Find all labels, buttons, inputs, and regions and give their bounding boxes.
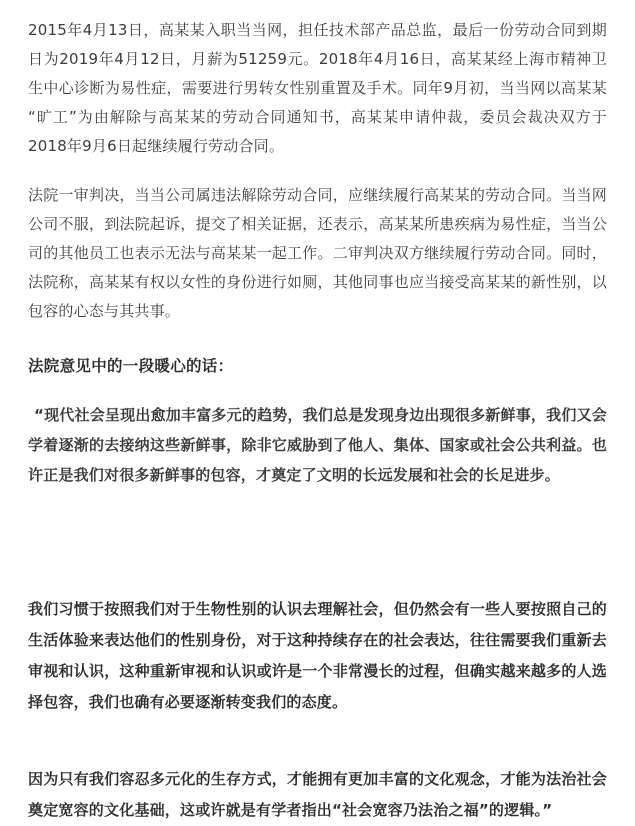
spacer-after-heading [28, 380, 607, 400]
blockquote-court-opinion: “现代社会呈现出愈加丰富多元的趋势，我们总是发现身边出现很多新鲜事，我们又会学着逐渐的去接纳这些新鲜事，除非它威胁到了他人、集体、国家或社会公共利益。也许正是我们对很多新鲜事的包容，才奠定了文明的长远发展和社会的长足进步。 [28, 406, 607, 484]
spacer-before-final-paragraph [28, 718, 607, 764]
spacer-large-blank-region [28, 490, 607, 594]
paragraph-commentary-one: 我们习惯于按照我们对于生物性别的认识去理解社会，但仍然会有一些人要按照自己的生活体验来表达他们的性别身份，对于这种持续存在的社会表达，往往需要我们重新去审视和认识，这种重新审视和认识或许是一个非常漫长的过程，但确实越来越多的人选择包容，我们也确有必要逐渐转变我们的态度。 [28, 600, 607, 711]
paragraph-case-background: 2015年4月13日，高某某入职当当网，担任技术部产品总监，最后一份劳动合同到期日为2019年4月12日，月薪为51259元。2018年4月16日，高某某经上海市精神卫生中心诊断为易性症，需要进行男转女性别重置及手术。同年9月初，当当网以高某某“旷工”为由解除与高某某的劳动合同通知书，高某某申请仲裁，委员会裁决双方于2018年9月6日起继续履行劳动合同。 [28, 21, 607, 155]
spacer-before-heading [28, 326, 607, 352]
paragraph-commentary-two: 因为只有我们容忍多元化的生存方式，才能拥有更加丰富的文化观念，才能为法治社会奠定宽容的文化基础，这或许就是有学者指出“社会宽容乃法治之福”的逻辑。” [28, 770, 607, 819]
section-heading-court-opinion: 法院意见中的一段暖心的话： [28, 357, 234, 375]
paragraph-court-ruling: 法院一审判决，当当公司属违法解除劳动合同，应继续履行高某某的劳动合同。当当网公司不服，到法院起诉，提交了相关证据，还表示，高某某所患疾病为易性症，当当公司的其他员工也表示无法与高某某一起工作。二审判决双方继续履行劳动合同。同时，法院称，高某某有权以女性的身份进行如厕，其他同事也应当接受高某某的新性别，以包容的心态与其共事。 [28, 186, 607, 320]
